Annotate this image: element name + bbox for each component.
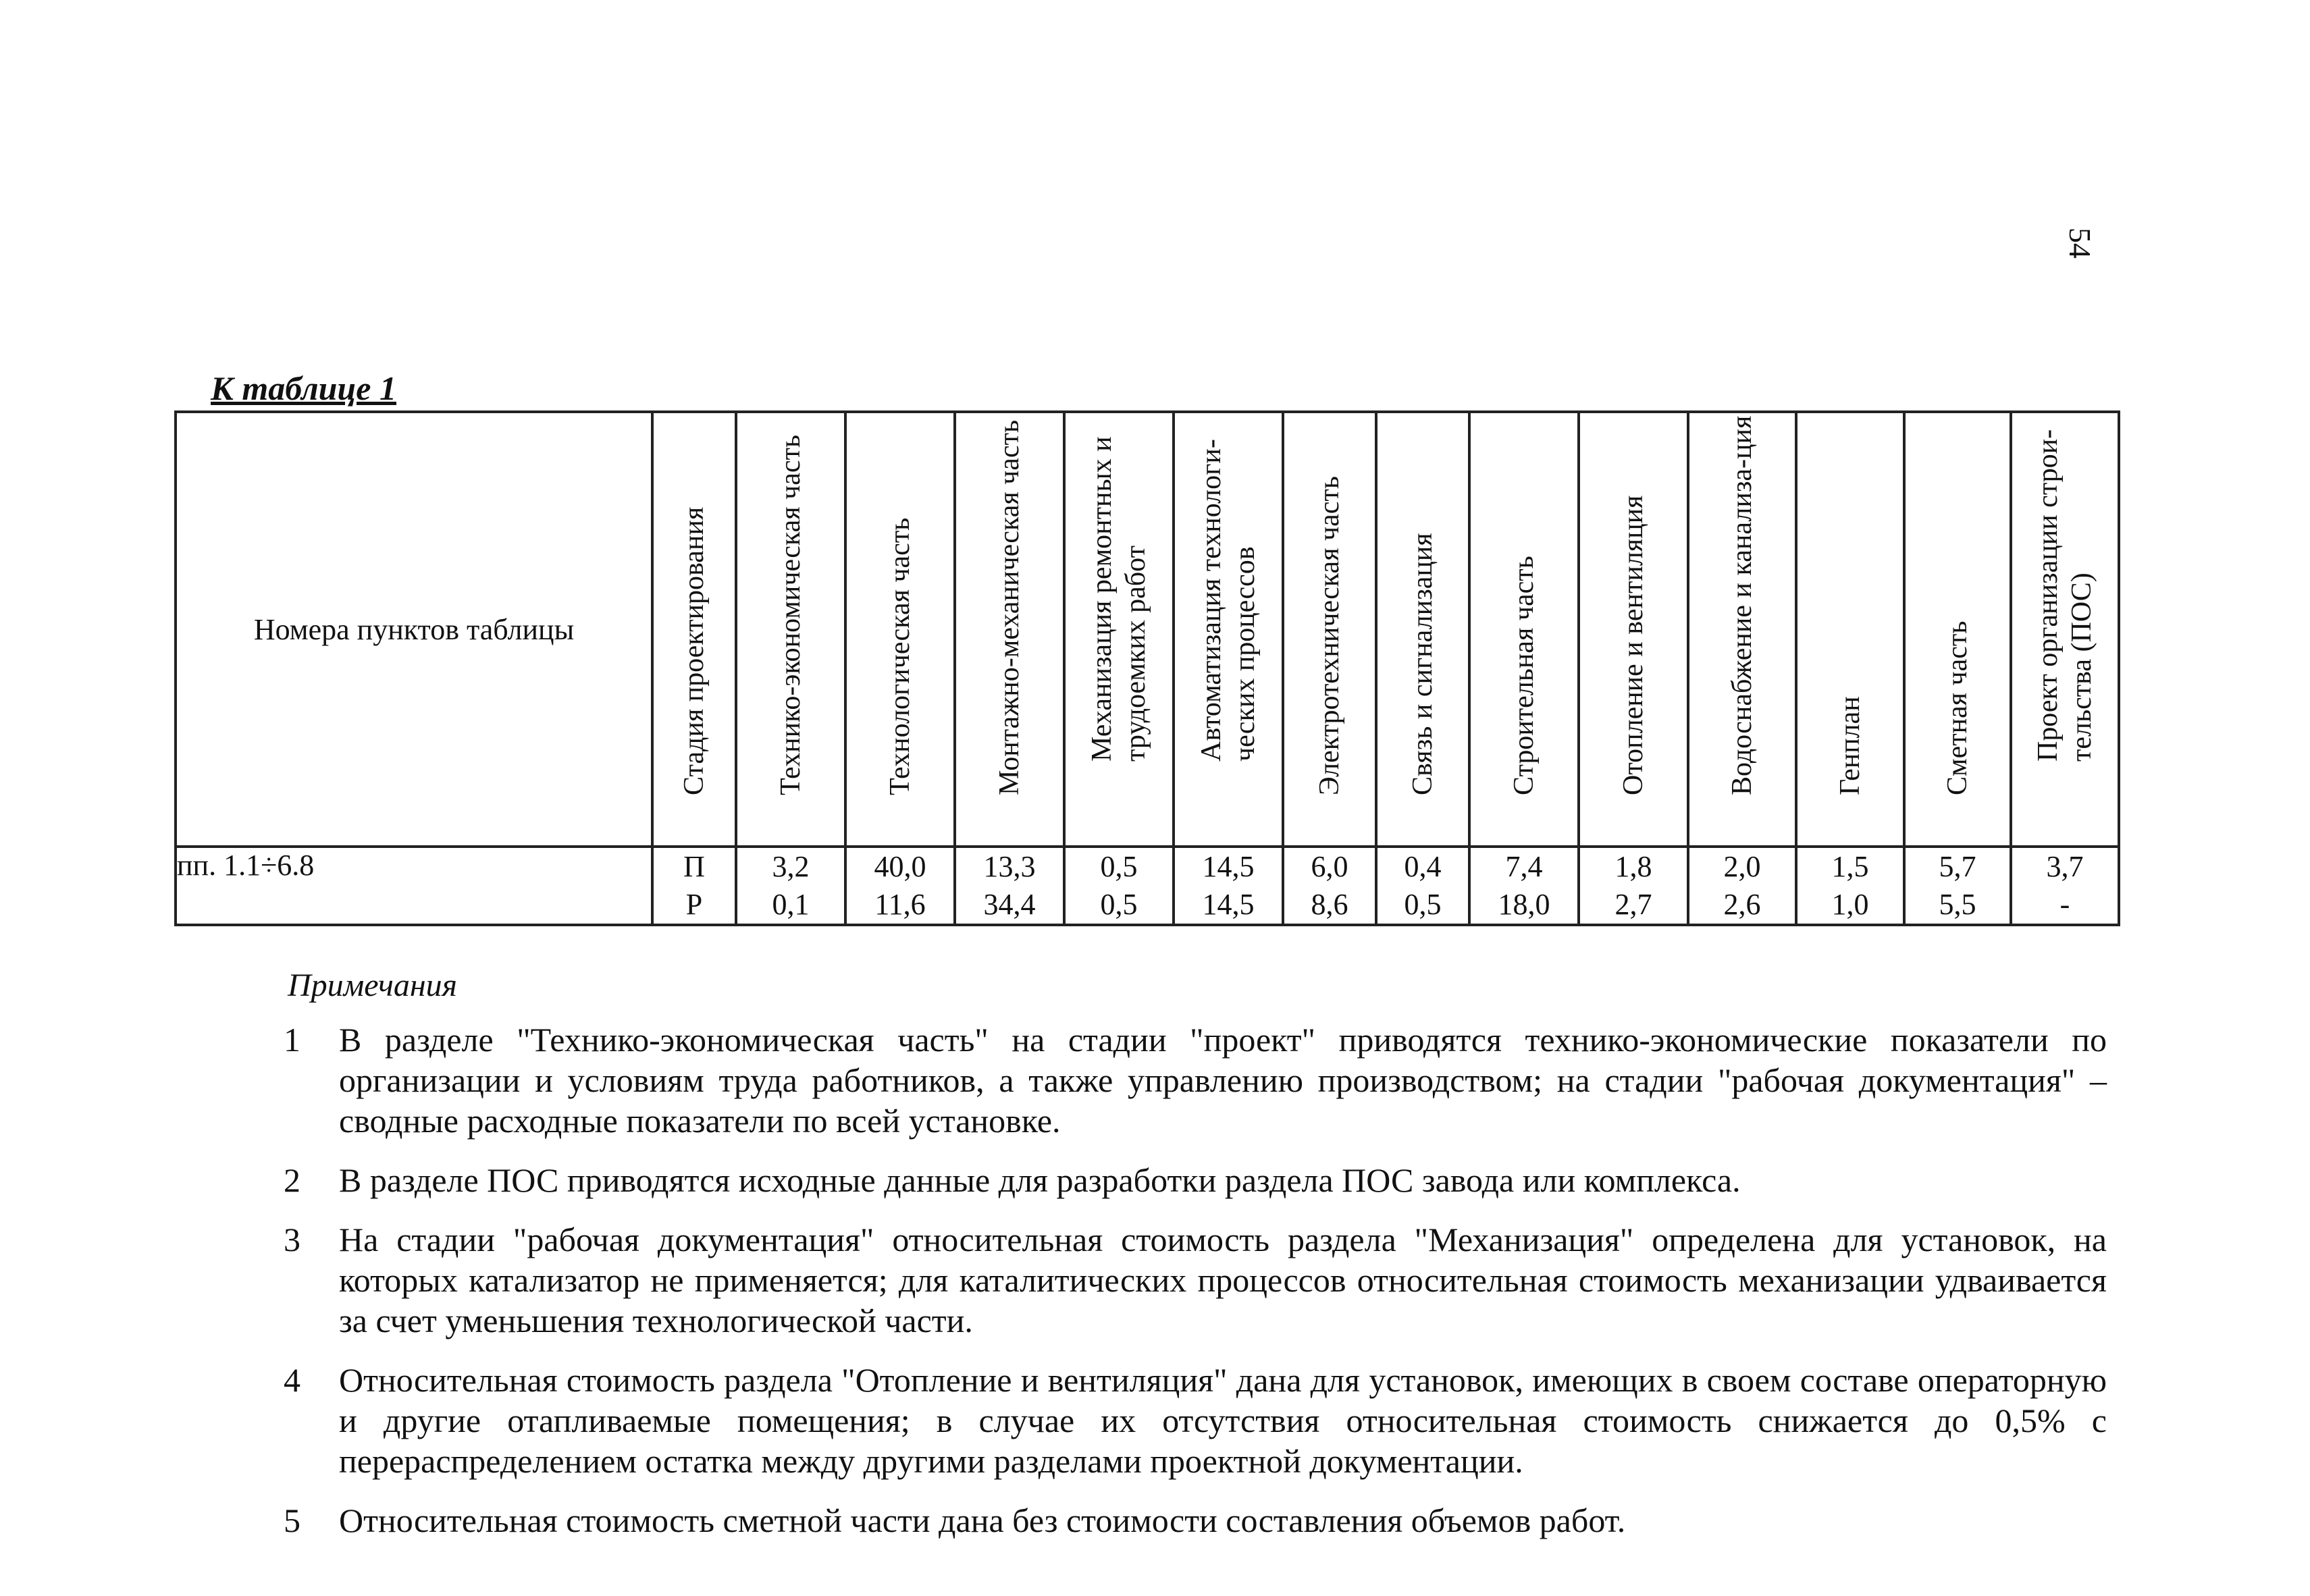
value-stage-p: 1,8 xyxy=(1615,850,1652,883)
value-stage-p: 7,4 xyxy=(1505,850,1543,883)
value-cell xyxy=(2011,847,2119,925)
value-stage-p: 14,5 xyxy=(1202,850,1255,883)
value-stage-p: 5,7 xyxy=(1939,850,1976,883)
value-cell xyxy=(1796,847,1904,925)
note-number: 5 xyxy=(284,1501,300,1539)
column-header-label: Проект организации строи-тельства (ПОС) xyxy=(2032,429,2097,762)
value-stage-p: 3,2 xyxy=(772,850,810,883)
column-header-label: Монтажно-механическая часть xyxy=(994,419,1025,795)
value-cell xyxy=(1579,847,1688,925)
value-stage-r: 2,7 xyxy=(1615,888,1652,921)
value-stage-p: 13,3 xyxy=(983,850,1036,883)
column-header-label: Строительная часть xyxy=(1508,556,1540,795)
value-stage-r: 11,6 xyxy=(874,888,926,921)
row-label-cell: пп. 1.1÷6.8 xyxy=(176,847,652,925)
value-stage-p: П xyxy=(683,850,705,883)
cost-table xyxy=(174,410,2120,926)
column-header xyxy=(1904,412,2011,847)
note-number: 2 xyxy=(284,1161,300,1199)
value-stage-p: 0,5 xyxy=(1100,850,1138,883)
column-header xyxy=(1579,412,1688,847)
column-header xyxy=(1064,412,1174,847)
column-header xyxy=(1688,412,1796,847)
value-cell xyxy=(1904,847,2011,925)
column-header-label: Генплан xyxy=(1835,696,1866,795)
value-cell xyxy=(1283,847,1376,925)
note-number: 4 xyxy=(284,1361,300,1399)
value-stage-p: 2,0 xyxy=(1723,850,1761,883)
note-item xyxy=(284,1500,2107,1541)
value-stage-r: 1,0 xyxy=(1831,888,1869,921)
column-header xyxy=(736,412,845,847)
row-header-cell: Номера пунктов таблицы xyxy=(176,412,652,847)
column-header xyxy=(652,412,736,847)
column-header xyxy=(1796,412,1904,847)
value-cell xyxy=(1064,847,1174,925)
value-stage-p: 1,5 xyxy=(1831,850,1869,883)
table-row xyxy=(176,847,2119,925)
table-header-row xyxy=(176,412,2119,847)
value-stage-r: 34,4 xyxy=(983,888,1036,921)
page-number: 54 xyxy=(2063,228,2097,259)
column-header-label: Стадия проектирования xyxy=(679,506,710,795)
value-stage-r: Р xyxy=(685,888,703,921)
value-cell xyxy=(652,847,736,925)
notes-title: Примечания xyxy=(288,967,457,1003)
column-header xyxy=(1283,412,1376,847)
column-header xyxy=(1174,412,1283,847)
value-stage-r: 0,5 xyxy=(1404,888,1442,921)
note-text: Относительная стоимость раздела "Отопление и вентиляция" дана для установок, имеющих в своем составе операторную и другие отапливаемые помещения; в случае их отсутствия относительная стоимость снижается до 0,5% с перераспределением остатка между другими разделами проектной документации. xyxy=(339,1361,2107,1480)
value-stage-r: 8,6 xyxy=(1311,888,1348,921)
column-header xyxy=(845,412,955,847)
column-header xyxy=(2011,412,2119,847)
value-stage-p: 40,0 xyxy=(874,850,926,883)
note-text: На стадии "рабочая документация" относительная стоимость раздела "Механизация" определена для установок, на которых катализатор не применяется; для каталитических процессов относительная стоимость механизации удваивается за счет уменьшения технологической части. xyxy=(339,1221,2107,1339)
column-header-label: Технико-экономическая часть xyxy=(775,435,806,795)
value-stage-r: - xyxy=(2059,888,2070,921)
note-text: В разделе ПОС приводятся исходные данные для разработки раздела ПОС завода или комплекса. xyxy=(339,1161,1741,1199)
column-header-label: Автоматизация технологи-ческих процессов xyxy=(1196,439,1261,762)
value-stage-p: 3,7 xyxy=(2046,850,2084,883)
note-text: В разделе "Технико-экономическая часть" на стадии "проект" приводятся технико-экономические показатели по организации и условиям труда работников, а также управлению производством; на стадии "рабочая документация" – сводные расходные показатели по всей установке. xyxy=(339,1021,2107,1140)
note-text: Относительная стоимость сметной части дана без стоимости составления объемов работ. xyxy=(339,1501,1626,1539)
column-header xyxy=(1469,412,1579,847)
value-cell xyxy=(1688,847,1796,925)
value-stage-r: 0,1 xyxy=(772,888,810,921)
value-stage-p: 6,0 xyxy=(1311,850,1348,883)
note-item xyxy=(284,1019,2107,1141)
column-header xyxy=(955,412,1064,847)
value-stage-r: 18,0 xyxy=(1498,888,1550,921)
value-stage-r: 0,5 xyxy=(1100,888,1138,921)
value-stage-r: 5,5 xyxy=(1939,888,1976,921)
value-cell xyxy=(736,847,845,925)
note-item xyxy=(284,1160,2107,1200)
value-cell xyxy=(1174,847,1283,925)
note-number: 1 xyxy=(284,1021,300,1059)
note-number: 3 xyxy=(284,1221,300,1258)
value-cell xyxy=(1469,847,1579,925)
notes-list xyxy=(284,1019,2107,1560)
note-item xyxy=(284,1219,2107,1341)
value-cell xyxy=(955,847,1064,925)
value-stage-p: 0,4 xyxy=(1404,850,1442,883)
column-header-label: Механизация ремонтных и трудоемких работ xyxy=(1086,436,1151,762)
value-cell xyxy=(1376,847,1469,925)
column-header-label: Электротехническая часть xyxy=(1314,476,1345,795)
value-cell xyxy=(845,847,955,925)
value-stage-r: 14,5 xyxy=(1202,888,1255,921)
note-item xyxy=(284,1360,2107,1481)
column-header-label: Водоснабжение и канализа-ция xyxy=(1727,415,1758,795)
column-header-label: Отопление и вентиляция xyxy=(1618,495,1649,795)
column-header-label: Сметная часть xyxy=(1942,620,1973,795)
column-header-label: Связь и сигнализация xyxy=(1407,533,1438,795)
column-header xyxy=(1376,412,1469,847)
value-stage-r: 2,6 xyxy=(1723,888,1761,921)
column-header-label: Технологическая часть xyxy=(885,517,916,795)
table-caption: К таблице 1 xyxy=(211,369,396,407)
